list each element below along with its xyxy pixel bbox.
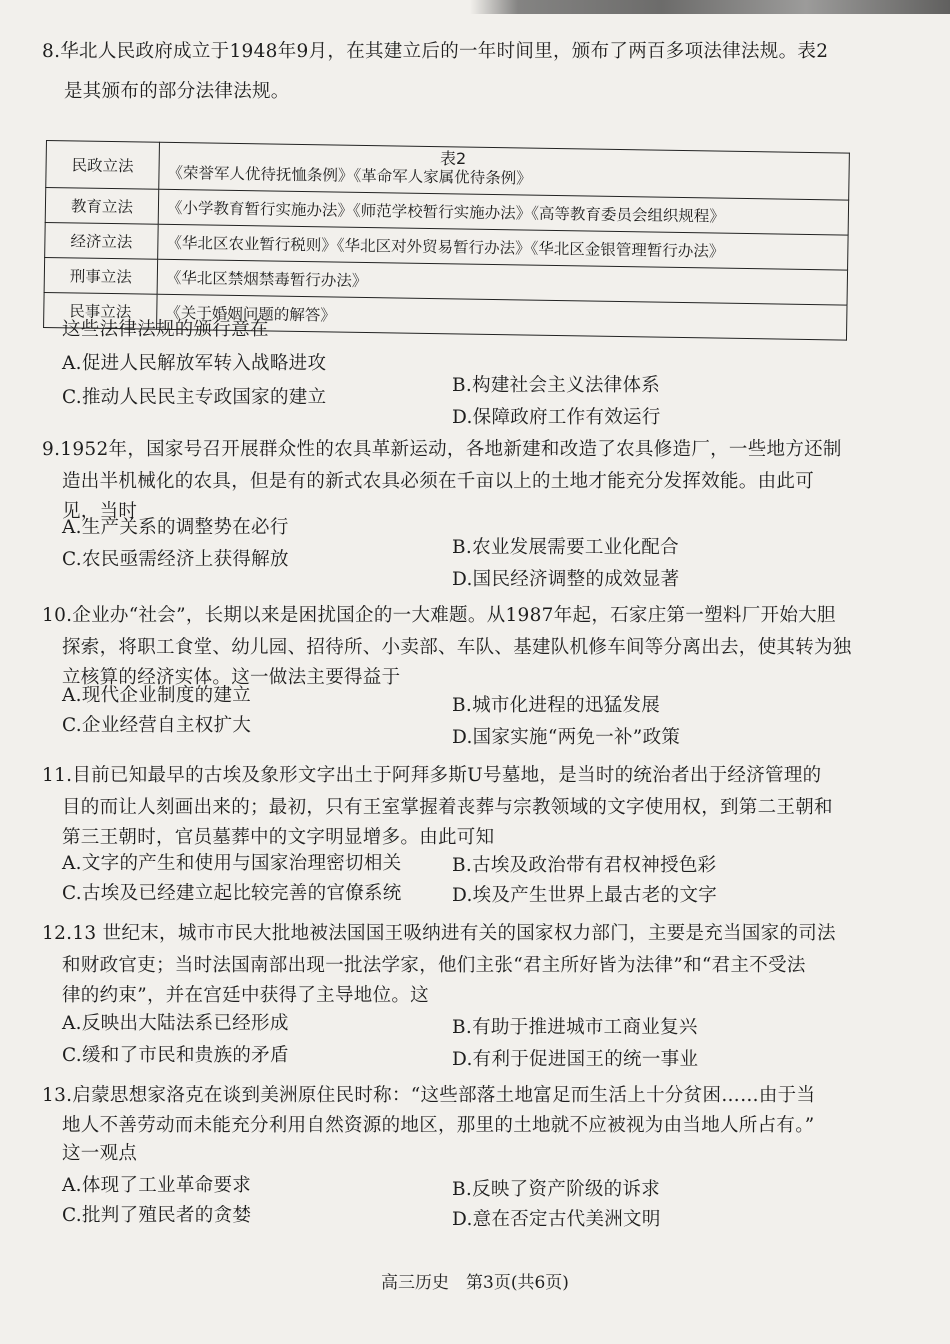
q10-stem-line: 立核算的经济实体。这一做法主要得益于	[62, 667, 401, 688]
option-c[interactable]: C.农民亟需经济上获得解放	[62, 549, 289, 570]
option-c[interactable]: C.企业经营自主权扩大	[62, 715, 252, 736]
option-a[interactable]: A.生产关系的调整势在必行	[62, 517, 289, 538]
q10-stem-line: 探索，将职工食堂、幼儿园、招待所、小卖部、车队、基建队机修车间等分离出去，使其转为独	[62, 637, 852, 658]
q13-stem-line: 13.启蒙思想家洛克在谈到美洲原住民时称：“这些部落土地富足而生活上十分贫困……由于当	[42, 1085, 816, 1106]
row-content: 《小学教育暂行实施办法》《师范学校暂行实施办法》《高等教育委员会组织规程》	[158, 189, 848, 235]
q9-stem-line: 9.1952年，国家号召开展群众性的农具革新运动，各地新建和改造了农具修造厂，一些地方还制	[42, 439, 842, 460]
option-a[interactable]: A.体现了工业革命要求	[62, 1175, 252, 1196]
option-a[interactable]: A.反映出大陆法系已经形成	[62, 1013, 289, 1034]
option-d[interactable]: D.埃及产生世界上最古老的文字	[452, 885, 718, 906]
option-c[interactable]: C.推动人民民主专政国家的建立	[62, 387, 327, 408]
option-b[interactable]: B.古埃及政治带有君权神授色彩	[452, 855, 717, 876]
option-b[interactable]: B.农业发展需要工业化配合	[452, 537, 679, 558]
option-d[interactable]: D.国家实施“两免一补”政策	[452, 727, 681, 748]
row-content: 《华北区农业暂行税则》《华北区对外贸易暂行办法》《华北区金银管理暂行办法》	[158, 224, 848, 270]
option-d[interactable]: D.保障政府工作有效运行	[452, 407, 661, 428]
option-b[interactable]: B.反映了资产阶级的诉求	[452, 1179, 661, 1200]
q8-stem-line: 是其颁布的部分法律法规。	[64, 81, 290, 102]
q10-stem-line: 10.企业办“社会”，长期以来是困扰国企的一大难题。从1987年起，石家庄第一塑料厂开始大胆	[42, 605, 836, 626]
q12-stem-line: 律的约束”，并在宫廷中获得了主导地位。这	[62, 985, 429, 1006]
q13-stem-line: 这一观点	[62, 1143, 138, 1164]
page-footer: 高三历史 第3页(共6页)	[381, 1273, 569, 1293]
q9-stem-line: 造出半机械化的农具，但是有的新式农具必须在千亩以上的土地才能充分发挥效能。由此可	[62, 471, 815, 492]
row-label: 经济立法	[45, 222, 159, 259]
row-label: 教育立法	[45, 188, 159, 225]
q12-stem-line: 和财政官吏；当时法国南部出现一批法学家，他们主张“君主所好皆为法律”和“君主不受法	[62, 955, 806, 976]
scan-edge-artifact	[470, 0, 950, 14]
q8-question: 这些法律法规的颁行意在	[62, 319, 269, 340]
q11-stem-line: 目的而让人刻画出来的；最初，只有王室掌握着丧葬与宗教领域的文字使用权，到第二王朝和	[62, 797, 833, 818]
row-label: 民政立法	[46, 141, 160, 190]
option-a[interactable]: A.文字的产生和使用与国家治理密切相关	[62, 853, 402, 874]
q8-stem-line: 8.华北人民政府成立于1948年9月，在其建立后的一年时间里，颁布了两百多项法律法规。表2	[42, 41, 829, 62]
option-b[interactable]: B.有助于推进城市工商业复兴	[452, 1017, 698, 1038]
option-c[interactable]: C.批判了殖民者的贪婪	[62, 1205, 252, 1226]
q11-stem-line: 第三王朝时，官员墓葬中的文字明显增多。由此可知	[62, 827, 495, 848]
q11-stem-line: 11.目前已知最早的古埃及象形文字出土于阿拜多斯U号墓地，是当时的统治者出于经济管理的	[42, 765, 822, 786]
option-a[interactable]: A.现代企业制度的建立	[62, 685, 252, 706]
row-content: 《华北区禁烟禁毒暂行办法》	[157, 259, 847, 305]
option-a[interactable]: A.促进人民解放军转入战略进攻	[62, 353, 327, 374]
option-d[interactable]: D.国民经济调整的成效显著	[452, 569, 680, 590]
q12-stem-line: 12.13 世纪末，城市市民大批地被法国国王吸纳进有关的国家权力部门，主要是充当国家的司法	[42, 923, 836, 944]
q13-stem-line: 地人不善劳动而未能充分利用自然资源的地区，那里的土地就不应被视为由当地人所占有。”	[62, 1115, 815, 1136]
option-b[interactable]: B.构建社会主义法律体系	[452, 375, 661, 396]
law-table	[43, 140, 850, 341]
option-c[interactable]: C.古埃及已经建立起比较完善的官僚系统	[62, 883, 402, 904]
option-d[interactable]: D.意在否定古代美洲文明	[452, 1209, 661, 1230]
row-label: 民事立法	[44, 292, 158, 329]
option-c[interactable]: C.缓和了市民和贵族的矛盾	[62, 1045, 289, 1066]
row-content: 《关于婚姻问题的解答》	[157, 294, 847, 340]
row-content: 《荣誉军人优待抚恤条例》《革命军人家属优待条例》	[159, 142, 850, 200]
table-caption: 表2	[440, 149, 467, 168]
option-d[interactable]: D.有利于促进国王的统一事业	[452, 1049, 699, 1070]
q9-stem-line: 见，当时	[62, 501, 138, 522]
option-b[interactable]: B.城市化进程的迅猛发展	[452, 695, 661, 716]
row-label: 刑事立法	[44, 257, 158, 294]
